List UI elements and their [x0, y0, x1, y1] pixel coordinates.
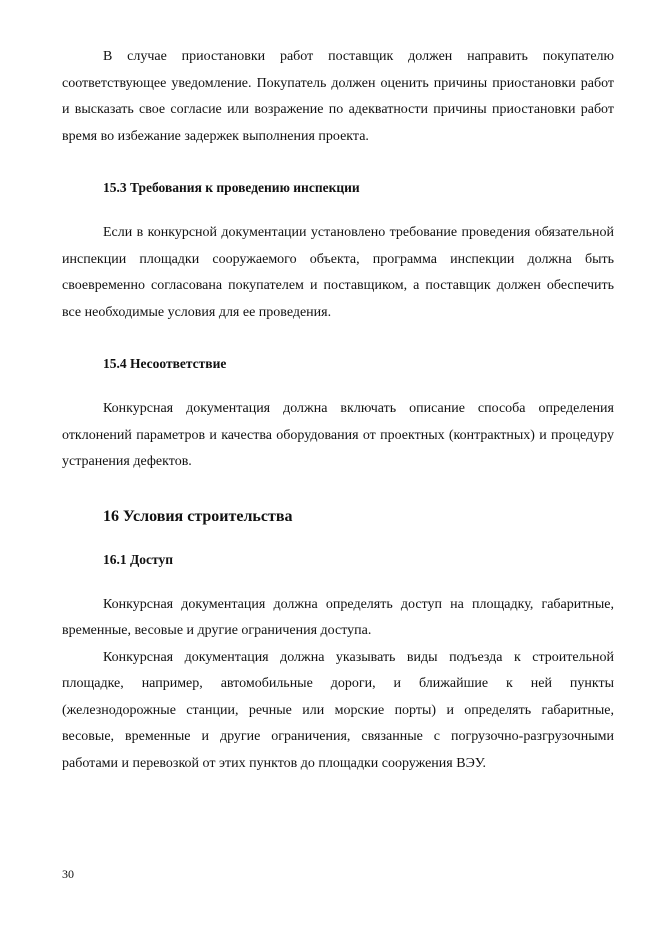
paragraph-nonconformity: Конкурсная документация должна включать описание способа определения отклонений параметров и качества оборудования от проектных (контрактных) и процедуру устранения дефектов.	[62, 401, 614, 469]
paragraph-site-access: Конкурсная документация должна определять доступ на площадку, габаритные, временные, весовые и другие ограничения доступа.	[62, 596, 614, 638]
paragraph-work-suspension: В случае приостановки работ поставщик должен направить покупателю соответствующее уведомление. Покупатель должен оценить причины приостановки работ и высказать свое согласие или возражение по адекватности причины приостановки работ время во избежание задержек выполнения проекта.	[62, 49, 614, 144]
paragraph-approach-routes: Конкурсная документация должна указывать виды подъезда к строительной площадке, например, автомобильные дороги, и ближайшие к ней пункты (железнодорожные станции, речные или морские порты) и определять габаритные, весовые, временные и другие ограничения, связанные с погрузочно-разгрузочными работами и перевозкой от этих пунктов до площадки сооружения ВЭУ.	[62, 649, 614, 771]
heading-15-4-nonconformity: 15.4 Несоответствие	[103, 356, 227, 371]
heading-15-3-inspection-requirements: 15.3 Требования к проведению инспекции	[103, 180, 360, 195]
heading-16-1-access: 16.1 Доступ	[103, 551, 174, 567]
page-number: 30	[62, 867, 74, 881]
document-page	[62, 44, 614, 777]
paragraph-inspection: Если в конкурсной документации установлено требование проведения обязательной инспекции площадки сооружаемого объекта, программа инспекции должна быть своевременно согласована покупателем и поставщиком, а поставщик должен обеспечить все необходимые условия для ее проведения.	[62, 225, 614, 320]
heading-16-construction-conditions: 16 Условия строительства	[103, 507, 293, 525]
